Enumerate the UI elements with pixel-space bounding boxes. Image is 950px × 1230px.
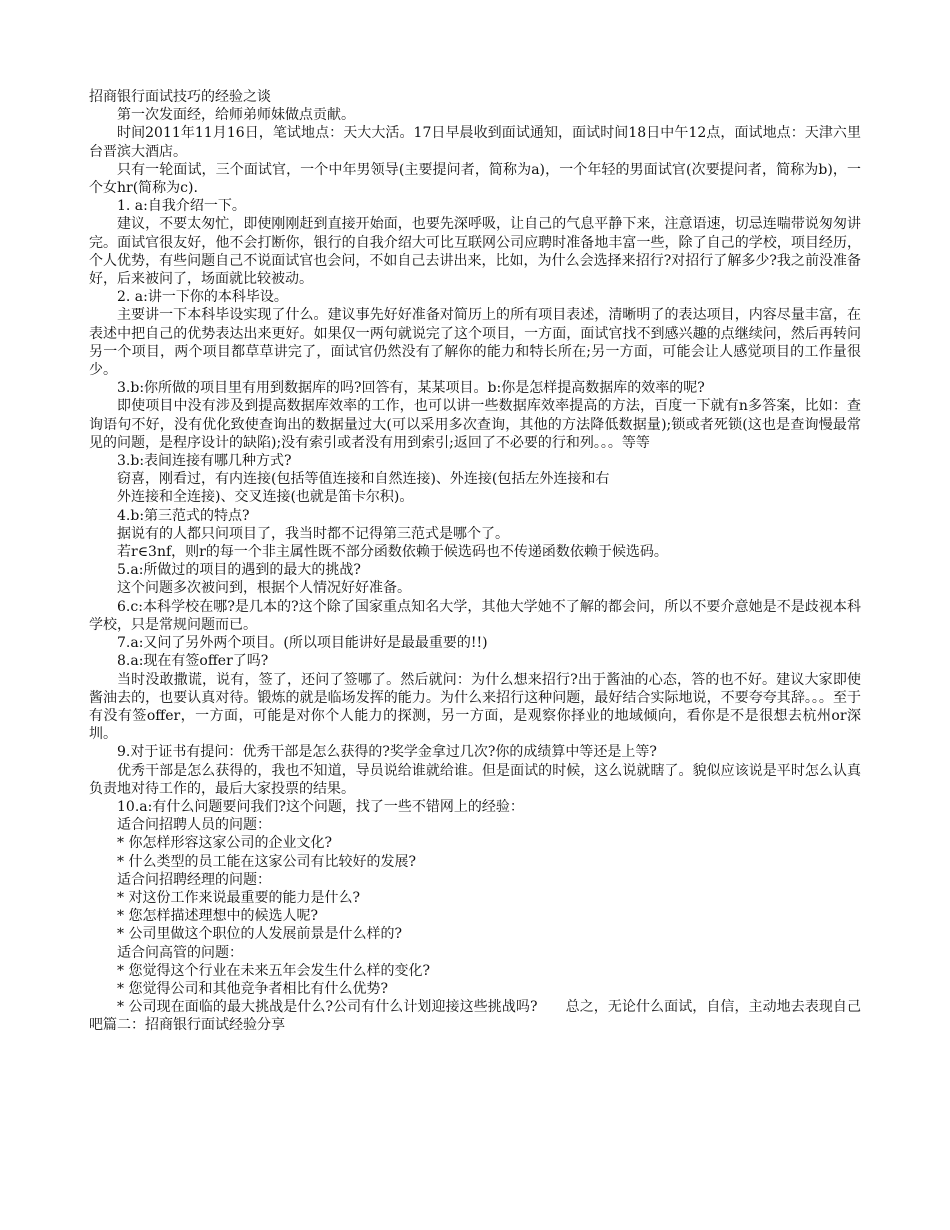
document-body <box>89 88 861 1035</box>
list-item: * 什么类型的员工能在这家公司有比较好的发展? <box>117 853 416 870</box>
list-item: * 公司现在面临的最大挑战是什么?公司有什么计划迎接这些挑战吗? 总之，无论什么面试，自信，主动地去表现自己吧篇二：招商银行面试经验分享 <box>89 999 861 1034</box>
paragraph: 若r∈3nf，则r的每一个非主属性既不部分函数依赖于候选码也不传递函数依赖于候选码。 <box>117 544 668 561</box>
list-item: * 您觉得这个行业在未来五年会发生什么样的变化? <box>117 962 430 979</box>
question-heading: 8.a:现在有签offer了吗? <box>117 653 269 670</box>
paragraph: 优秀干部是怎么获得的，我也不知道，导员说给谁就给谁。但是面试的时候，这么说就瞎了。貌似应该说是平时怎么认真负责地对待工作的，最后大家投票的结果。 <box>89 762 861 797</box>
paragraph: 当时没敢撒谎，说有，签了，还问了签哪了。然后就问：为什么想来招行?出于酱油的心态，答的也不好。建议大家即使酱油去的，也要认真对待。锻炼的就是临场发挥的能力。为什么来招行这种问题，最好结合实际地说，不要夸夸其辞。。。至于有没有签offer，一方面，可能是对你个人能力的探测，另一方面，是观察你择业的地域倾向，看你是不是很想去杭州or深圳。 <box>89 671 861 743</box>
question-heading: 10.a:有什么问题要问我们?这个问题，找了一些不错网上的经验： <box>117 798 524 815</box>
question-heading: 7.a:又问了另外两个项目。(所以项目能讲好是最最重要的!!) <box>117 635 488 652</box>
paragraph: 外连接和全连接)、交叉连接(也就是笛卡尔积)。 <box>117 489 414 506</box>
question-heading: 2. a:讲一下你的本科毕设。 <box>117 289 288 306</box>
question-heading: 3.b:你所做的项目里有用到数据库的吗?回答有，某某项目。b:你是怎样提高数据库的效率的呢? <box>117 380 705 397</box>
document-title: 招商银行面试技巧的经验之谈 <box>89 89 271 105</box>
list-item: * 您怎样描述理想中的候选人呢? <box>117 908 318 925</box>
question-heading: 4.b:第三范式的特点? <box>117 507 250 524</box>
question-heading: 3.b:表间连接有哪几种方式? <box>117 453 292 470</box>
paragraph: 窃喜，刚看过，有内连接(包括等值连接和自然连接)、外连接(包括左外连接和右 <box>117 471 610 488</box>
list-item: * 公司里做这个职位的人发展前景是什么样的? <box>117 926 402 943</box>
paragraph: 主要讲一下本科毕设实现了什么。建议事先好好准备对简历上的所有项目表述，清晰明了的表达项目，内容尽量丰富，在表述中把自己的优势表达出来更好。如果仅一两句就说完了这个项目，一方面，面试官找不到感兴趣的点继续问，然后再转问另一个项目，两个项目都草草讲完了，面试官仍然没有了解你的能力和特长所在;另一方面，可能会让人感觉项目的工作量很少。 <box>89 307 861 379</box>
question-heading: 6.c:本科学校在哪?是几本的?这个除了国家重点知名大学，其他大学她不了解的都会问，所以不要介意她是不是歧视本科学校，只是常规问题而已。 <box>89 598 861 633</box>
paragraph: 即使项目中没有涉及到提高数据库效率的工作，也可以讲一些数据库效率提高的方法，百度一下就有n多答案，比如：查询语句不好，没有优化致使查询出的数据量过大(可以采用多次查询，其他的方法降低数据量);锁或者死锁(这也是查询慢最常见的问题，是程序设计的缺陷);没有索引或者没有用到索引;返回了不必要的行和列。。。等等 <box>89 398 861 451</box>
paragraph: 建议，不要太匆忙，即使刚刚赶到直接开始面，也要先深呼吸，让自己的气息平静下来，注意语速，切忌连喘带说匆匆讲完。面试官很友好，他不会打断你，银行的自我介绍大可比互联网公司应聘时准备地丰富一些，除了自己的学校，项目经历，个人优势，有些问题自己不说面试官也会问，不如自己去讲出来，比如，为什么会选择来招行?对招行了解多少?我之前没准备好，后来被问了，场面就比较被动。 <box>89 216 861 288</box>
list-heading: 适合问招聘人员的问题： <box>117 817 271 834</box>
paragraph: 这个问题多次被问到，根据个人情况好好准备。 <box>117 580 411 597</box>
paragraph: 只有一轮面试，三个面试官，一个中年男领导(主要提问者，简称为a)，一个年轻的男面试官(次要提问者，简称为b)，一个女hr(简称为c). <box>89 161 861 197</box>
list-item: * 你怎样形容这家公司的企业文化? <box>117 835 332 852</box>
list-heading: 适合问高管的问题： <box>117 944 243 961</box>
paragraph: 第一次发面经，给师弟师妹做点贡献。 <box>117 107 355 124</box>
list-heading: 适合问招聘经理的问题： <box>117 871 271 888</box>
list-item: * 对这份工作来说最重要的能力是什么? <box>117 889 360 906</box>
paragraph: 时间2011年11月16日，笔试地点：天大大活。17日早晨收到面试通知，面试时间18日中午12点，面试地点：天津六里台晋滨大酒店。 <box>89 125 861 160</box>
list-item: * 您觉得公司和其他竞争者相比有什么优势? <box>117 980 388 997</box>
question-heading: 5.a:所做过的项目的遇到的最大的挑战? <box>117 562 361 579</box>
paragraph: 据说有的人都只问项目了，我当时都不记得第三范式是哪个了。 <box>117 525 509 542</box>
question-heading: 1. a:自我介绍一下。 <box>117 198 246 215</box>
question-heading: 9.对于证书有提问：优秀干部是怎么获得的?奖学金拿过几次?你的成绩算中等还是上等? <box>117 744 657 761</box>
